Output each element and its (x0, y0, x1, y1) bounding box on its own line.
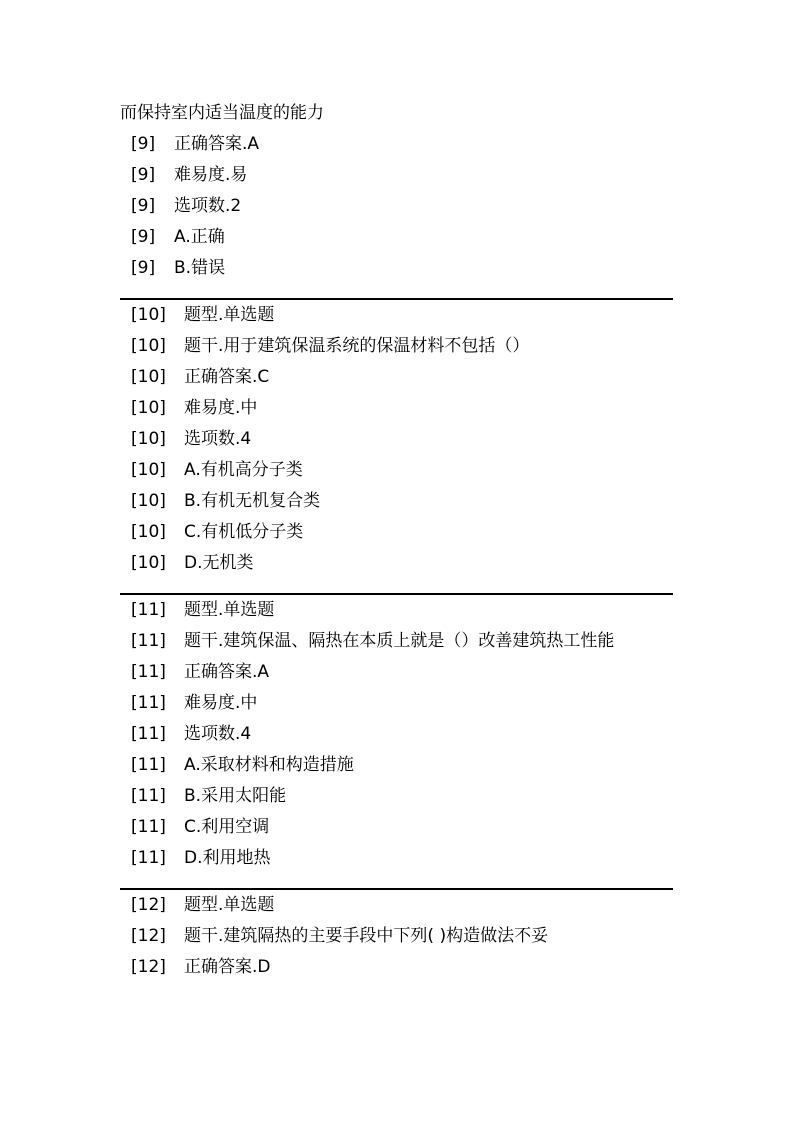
question-line (120, 688, 673, 719)
question-line (120, 253, 673, 284)
question-line (120, 300, 673, 331)
question-field: 选项数.4 (184, 724, 252, 744)
question-line (120, 921, 673, 952)
question-number: [10] (131, 429, 166, 449)
question-9 (120, 129, 673, 284)
question-field: C.有机低分子类 (184, 522, 304, 542)
question-field: B.有机无机复合类 (184, 491, 321, 511)
question-number: [9] (131, 165, 156, 185)
question-number: [12] (131, 926, 166, 946)
question-number: [11] (131, 600, 166, 620)
question-field: C.利用空调 (184, 817, 270, 837)
question-line (120, 331, 673, 362)
question-number: [11] (131, 755, 166, 775)
question-line (120, 890, 673, 921)
question-number: [11] (131, 724, 166, 744)
question-line (120, 952, 673, 983)
question-line (120, 424, 673, 455)
question-field: 难易度.中 (184, 693, 258, 713)
question-line (120, 486, 673, 517)
question-number: [10] (131, 522, 166, 542)
question-line (120, 548, 673, 579)
question-field: D.利用地热 (184, 848, 271, 868)
question-number: [9] (131, 227, 156, 247)
question-number: [11] (131, 631, 166, 651)
question-field: 正确答案.D (184, 957, 271, 977)
question-12 (120, 890, 673, 983)
question-field: D.无机类 (184, 553, 254, 573)
question-field: 题型.单选题 (184, 895, 275, 915)
question-line (120, 455, 673, 486)
question-number: [9] (131, 196, 156, 216)
question-number: [10] (131, 553, 166, 573)
question-number: [11] (131, 662, 166, 682)
question-field: 正确答案.A (174, 134, 260, 154)
question-line (120, 129, 673, 160)
question-11 (120, 595, 673, 874)
question-number: [10] (131, 305, 166, 325)
question-number: [9] (131, 258, 156, 278)
question-number: [11] (131, 786, 166, 806)
question-line (120, 595, 673, 626)
question-field: B.采用太阳能 (184, 786, 287, 806)
question-field: 题干.用于建筑保温系统的保温材料不包括（） (184, 336, 530, 356)
question-number: [9] (131, 134, 156, 154)
question-number: [10] (131, 491, 166, 511)
question-line (120, 362, 673, 393)
question-line (120, 160, 673, 191)
question-number: [11] (131, 693, 166, 713)
question-field: B.错误 (174, 258, 226, 278)
question-field: 选项数.2 (174, 196, 242, 216)
question-line (120, 222, 673, 253)
question-number: [12] (131, 957, 166, 977)
question-number: [10] (131, 398, 166, 418)
intro-text: 而保持室内适当温度的能力 (120, 103, 324, 123)
question-field: 题干.建筑隔热的主要手段中下列( )构造做法不妥 (184, 926, 549, 946)
question-field: 正确答案.A (184, 662, 270, 682)
question-number: [10] (131, 460, 166, 480)
question-field: 难易度.易 (174, 165, 248, 185)
question-line (120, 393, 673, 424)
question-number: [11] (131, 817, 166, 837)
question-10 (120, 300, 673, 579)
question-line (120, 657, 673, 688)
question-field: A.正确 (174, 227, 225, 247)
question-field: 正确答案.C (184, 367, 270, 387)
question-number: [12] (131, 895, 166, 915)
question-number: [10] (131, 336, 166, 356)
question-line (120, 812, 673, 843)
question-line (120, 517, 673, 548)
question-field: 选项数.4 (184, 429, 252, 449)
question-line (120, 191, 673, 222)
question-line (120, 626, 673, 657)
question-line (120, 750, 673, 781)
document-content (120, 98, 673, 983)
question-field: 难易度.中 (184, 398, 258, 418)
question-field: 题型.单选题 (184, 305, 275, 325)
question-field: A.有机高分子类 (184, 460, 303, 480)
question-number: [11] (131, 848, 166, 868)
question-line (120, 719, 673, 750)
question-field: A.采取材料和构造措施 (184, 755, 354, 775)
question-line (120, 843, 673, 874)
question-line (120, 781, 673, 812)
question-field: 题干.建筑保温、隔热在本质上就是（）改善建筑热工性能 (184, 631, 615, 651)
question-field: 题型.单选题 (184, 600, 275, 620)
question-number: [10] (131, 367, 166, 387)
